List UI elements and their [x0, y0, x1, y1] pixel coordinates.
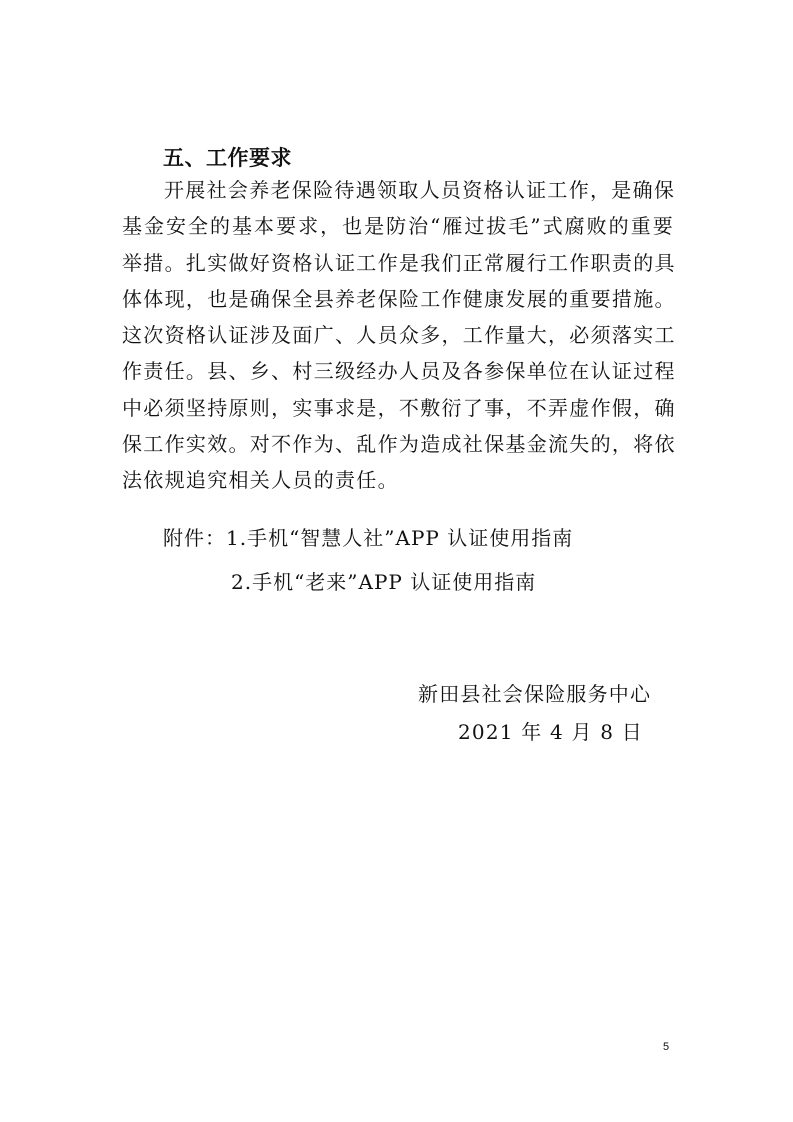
- attachment-line-2: 2.手机“老来”APP 认证使用指南: [231, 570, 537, 594]
- paragraph-line: 举措。扎实做好资格认证工作是我们正常履行工作职责的具: [122, 250, 676, 275]
- attachment-line-1: 附件：1.手机“智慧人社”APP 认证使用指南: [163, 526, 574, 550]
- paragraph-line: 开展社会养老保险待遇领取人员资格认证工作，是确保: [164, 178, 676, 202]
- paragraph-line: 体体现，也是确保全县养老保险工作健康发展的重要措施。: [122, 286, 676, 311]
- paragraph-line: 这次资格认证涉及面广、人员众多，工作量大，必须落实工: [122, 323, 676, 348]
- paragraph-line: 基金安全的基本要求，也是防治“雁过拔毛”式腐败的重要: [122, 214, 674, 239]
- paragraph-line: 中必须坚持原则，实事求是，不敷衍了事，不弄虚作假，确: [122, 395, 676, 420]
- page-number: 5: [663, 1041, 670, 1053]
- paragraph-line: 保工作实效。对不作为、乱作为造成社保基金流失的，将依: [122, 432, 676, 457]
- signature-date: 2021 年 4 月 8 日: [458, 720, 643, 744]
- section-paragraph: [122, 172, 674, 499]
- paragraph-line: 作责任。县、乡、村三级经办人员及各参保单位在认证过程: [122, 359, 676, 384]
- section-heading: 五、工作要求: [163, 146, 292, 170]
- paragraph-line: 法依规追究相关人员的责任。: [122, 468, 399, 493]
- signature-organization: 新田县社会保险服务中心: [418, 682, 652, 706]
